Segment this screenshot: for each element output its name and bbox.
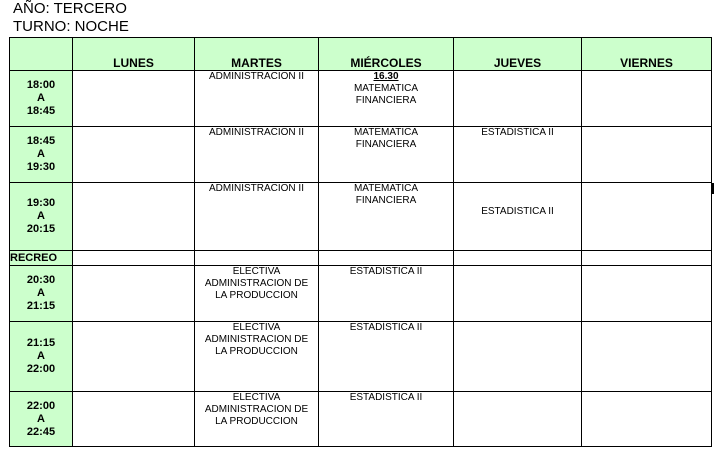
class-cell-lunes xyxy=(73,183,195,251)
time-slot: 21:15 A 22:00 xyxy=(10,322,73,392)
break-row xyxy=(10,251,712,266)
class-cell-martes: ELECTIVA ADMINISTRACION DE LA PRODUCCION xyxy=(195,322,319,392)
time-slot: 22:00 A 22:45 xyxy=(10,392,73,447)
break-label: RECREO xyxy=(10,251,73,266)
class-cell-jueves xyxy=(454,392,582,447)
class-cell-viernes xyxy=(582,71,712,127)
schedule-row xyxy=(10,71,712,127)
class-cell-miercoles: MATEMATICA FINANCIERA xyxy=(319,183,454,251)
schedule-table xyxy=(9,37,712,447)
class-cell-martes: ADMINISTRACION II xyxy=(195,71,319,127)
class-cell-viernes xyxy=(582,392,712,447)
schedule-row xyxy=(10,266,712,322)
break-cell xyxy=(195,251,319,266)
schedule-row xyxy=(10,322,712,392)
day-header-viernes: VIERNES xyxy=(582,38,712,71)
class-cell-viernes xyxy=(582,322,712,392)
break-cell xyxy=(454,251,582,266)
class-cell-jueves xyxy=(454,266,582,322)
schedule-row xyxy=(10,127,712,183)
class-cell-miercoles: ESTADISTICA II xyxy=(319,266,454,322)
class-cell-miercoles: 16.30 MATEMATICA FINANCIERA xyxy=(319,71,454,127)
class-cell-miercoles: ESTADISTICA II xyxy=(319,392,454,447)
class-cell-martes: ADMINISTRACION II xyxy=(195,127,319,183)
class-cell-lunes xyxy=(73,392,195,447)
break-cell xyxy=(73,251,195,266)
break-cell xyxy=(319,251,454,266)
class-cell-martes: ELECTIVA ADMINISTRACION DE LA PRODUCCION xyxy=(195,392,319,447)
class-cell-lunes xyxy=(73,322,195,392)
day-header-jueves: JUEVES xyxy=(454,38,582,71)
day-header-miercoles: MIÉRCOLES xyxy=(319,38,454,71)
day-header-lunes: LUNES xyxy=(73,38,195,71)
class-cell-viernes xyxy=(582,183,712,251)
class-cell-jueves xyxy=(454,322,582,392)
class-cell-miercoles: ESTADÍSTICA II xyxy=(319,322,454,392)
edge-mark xyxy=(712,183,714,194)
year-label: AÑO: TERCERO xyxy=(13,0,127,17)
day-header-row xyxy=(10,38,712,71)
class-cell-jueves xyxy=(454,71,582,127)
class-cell-martes: ADMINISTRACION II xyxy=(195,183,319,251)
class-cell-lunes xyxy=(73,266,195,322)
class-cell-jueves: ESTADISTICA II xyxy=(454,183,582,251)
day-header-martes: MARTES xyxy=(195,38,319,71)
time-slot: 18:45 A 19:30 xyxy=(10,127,73,183)
time-note: 16.30 xyxy=(373,71,399,82)
break-cell xyxy=(582,251,712,266)
shift-label: TURNO: NOCHE xyxy=(13,18,129,35)
time-slot: 19:30 A 20:15 xyxy=(10,183,73,251)
schedule-row xyxy=(10,183,712,251)
schedule-row xyxy=(10,392,712,447)
time-slot: 18:00 A 18:45 xyxy=(10,71,73,127)
class-cell-viernes xyxy=(582,266,712,322)
class-cell-lunes xyxy=(73,127,195,183)
corner-header xyxy=(10,38,73,71)
class-cell-viernes xyxy=(582,127,712,183)
class-cell-lunes xyxy=(73,71,195,127)
time-slot: 20:30 A 21:15 xyxy=(10,266,73,322)
class-cell-jueves: ESTADISTICA II xyxy=(454,127,582,183)
class-cell-miercoles: MATEMATICA FINANCIERA xyxy=(319,127,454,183)
class-cell-martes: ELECTIVA ADMINISTRACION DE LA PRODUCCION xyxy=(195,266,319,322)
